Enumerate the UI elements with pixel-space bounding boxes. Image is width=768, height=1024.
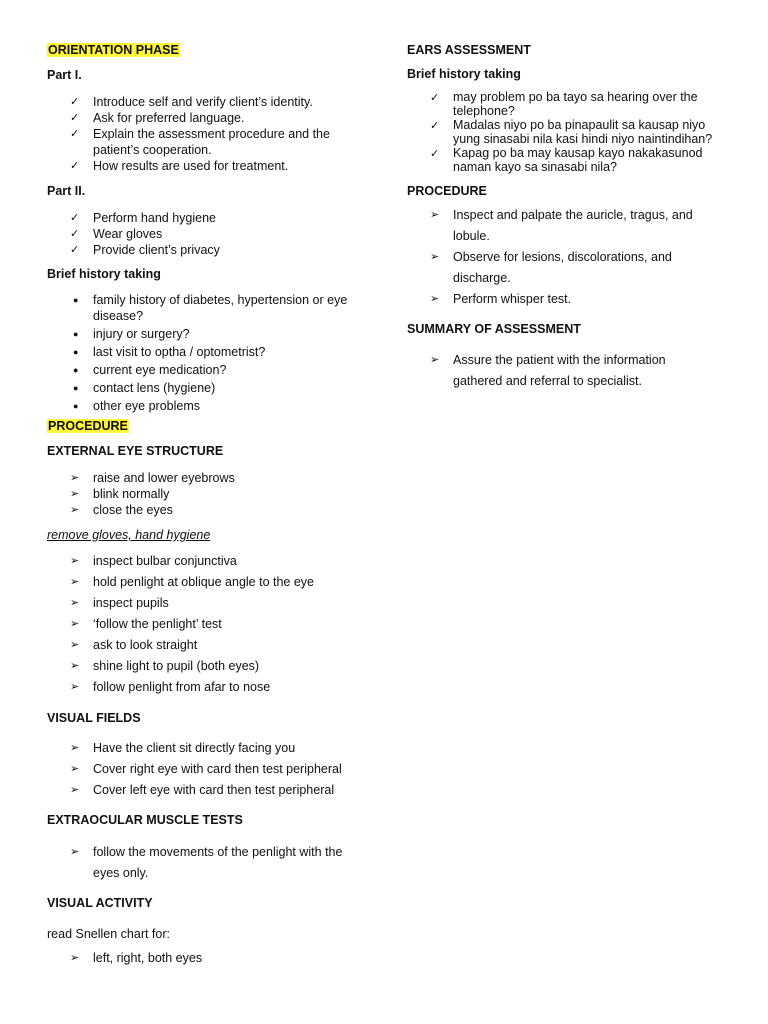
list-item-text: ‘follow the penlight’ test xyxy=(93,617,222,631)
list-item-text: Explain the assessment procedure and the xyxy=(93,127,330,141)
list-item xyxy=(407,247,693,289)
bullet-dot-icon: ● xyxy=(73,383,79,393)
list-item-text: gathered and referral to specialist. xyxy=(453,374,642,388)
list-item-text: contact lens (hygiene) xyxy=(93,381,216,395)
arrow-bullet-icon: ➢ xyxy=(70,763,80,775)
list-item xyxy=(47,380,347,396)
list-item-text: close the eyes xyxy=(93,503,173,517)
ears-history-heading: Brief history taking xyxy=(407,67,521,81)
eye-history-list xyxy=(47,292,347,416)
eye-history-heading: Brief history taking xyxy=(47,267,161,281)
list-item-text: Provide client’s privacy xyxy=(93,243,220,257)
list-item-text: Wear gloves xyxy=(93,227,163,241)
arrow-bullet-icon: ➢ xyxy=(430,251,440,263)
list-item-text: follow penlight from afar to nose xyxy=(93,680,271,694)
extraocular-heading: EXTRAOCULAR MUSCLE TESTS xyxy=(47,813,243,827)
list-item xyxy=(407,350,666,392)
list-item-text: Perform whisper test. xyxy=(453,292,572,306)
list-item xyxy=(47,948,202,969)
list-item-text: Kapag po ba may kausap kayo nakakasunod xyxy=(453,146,703,160)
list-item xyxy=(47,226,220,242)
list-item-text: Inspect and palpate the auricle, tragus, and xyxy=(453,208,693,222)
checkmark-icon: ✓ xyxy=(70,244,80,256)
list-item xyxy=(47,486,235,502)
list-item-text: last visit to optha / optometrist? xyxy=(93,345,266,359)
snellen-intro: read Snellen chart for: xyxy=(47,927,170,941)
list-item xyxy=(47,593,314,614)
bullet-dot-icon: ● xyxy=(73,295,79,305)
list-item xyxy=(47,614,314,635)
visual-activity-heading: VISUAL ACTIVITY xyxy=(47,896,153,910)
list-item-text: inspect bulbar conjunctiva xyxy=(93,554,237,568)
list-item-text: follow the movements of the penlight with the xyxy=(93,845,343,859)
arrow-bullet-icon: ➢ xyxy=(430,209,440,221)
list-item xyxy=(47,572,314,593)
list-item xyxy=(47,242,220,258)
arrow-bullet-icon: ➢ xyxy=(70,952,80,964)
arrow-bullet-icon: ➢ xyxy=(430,293,440,305)
arrow-bullet-icon: ➢ xyxy=(70,488,80,500)
list-item-text: other eye problems xyxy=(93,399,201,413)
list-item-text: Have the client sit directly facing you xyxy=(93,741,296,755)
list-item xyxy=(47,470,235,486)
list-item xyxy=(407,205,693,247)
list-item xyxy=(47,126,330,158)
list-item-text: discharge. xyxy=(453,271,511,285)
arrow-bullet-icon: ➢ xyxy=(70,597,80,609)
list-item-text: telephone? xyxy=(453,104,515,118)
list-item xyxy=(47,842,342,884)
list-item-text: Ask for preferred language. xyxy=(93,111,245,125)
checkmark-icon: ✓ xyxy=(70,128,80,140)
arrow-bullet-icon: ➢ xyxy=(430,354,440,366)
part-1-heading: Part I. xyxy=(47,68,82,82)
list-item-text: inspect pupils xyxy=(93,596,169,610)
list-item-text: Cover left eye with card then test peripheral xyxy=(93,783,335,797)
list-item xyxy=(47,738,342,759)
list-item xyxy=(47,110,330,126)
remove-gloves-note: remove gloves, hand hygiene xyxy=(47,528,211,542)
list-item xyxy=(47,635,314,656)
list-item-text: Assure the patient with the information xyxy=(453,353,666,367)
list-item-text: disease? xyxy=(93,309,144,323)
list-item xyxy=(47,551,314,572)
list-item-text: family history of diabetes, hypertension or eye xyxy=(93,293,348,307)
visual-fields-list xyxy=(47,738,342,801)
bullet-dot-icon: ● xyxy=(73,329,79,339)
arrow-bullet-icon: ➢ xyxy=(70,742,80,754)
ears-assessment-heading: EARS ASSESSMENT xyxy=(407,43,531,57)
list-item-text: How results are used for treatment. xyxy=(93,159,289,173)
arrow-bullet-icon: ➢ xyxy=(70,660,80,672)
list-item-text: eyes only. xyxy=(93,866,149,880)
list-item xyxy=(47,656,314,677)
checkmark-icon: ✓ xyxy=(70,228,80,240)
list-item-text: left, right, both eyes xyxy=(93,951,203,965)
list-item xyxy=(47,292,347,324)
ears-history-list xyxy=(407,90,712,174)
arrow-bullet-icon: ➢ xyxy=(70,784,80,796)
summary-list xyxy=(407,350,666,392)
arrow-bullet-icon: ➢ xyxy=(70,576,80,588)
list-item-text: current eye medication? xyxy=(93,363,227,377)
bullet-dot-icon: ● xyxy=(73,347,79,357)
list-item-text: ask to look straight xyxy=(93,638,198,652)
list-item-text: raise and lower eyebrows xyxy=(93,471,235,485)
list-item-text: Perform hand hygiene xyxy=(93,211,216,225)
list-item-text: shine light to pupil (both eyes) xyxy=(93,659,260,673)
external-eye-list xyxy=(47,470,235,518)
arrow-bullet-icon: ➢ xyxy=(70,472,80,484)
arrow-bullet-icon: ➢ xyxy=(70,846,80,858)
checkmark-icon: ✓ xyxy=(430,148,440,160)
visual-fields-heading: VISUAL FIELDS xyxy=(47,711,141,725)
checkmark-icon: ✓ xyxy=(430,120,440,132)
ears-procedure-list xyxy=(407,205,693,310)
list-item xyxy=(47,210,220,226)
list-item xyxy=(47,94,330,110)
list-item-text: Cover right eye with card then test peripheral xyxy=(93,762,342,776)
list-item-text: Madalas niyo po ba pinapaulit sa kausap niyo xyxy=(453,118,706,132)
list-item-text: Introduce self and verify client’s identity. xyxy=(93,95,313,109)
list-item xyxy=(47,502,235,518)
list-item-text: naman kayo sa sinasabi nila? xyxy=(453,160,617,174)
list-item-text: lobule. xyxy=(453,229,490,243)
list-item xyxy=(407,90,712,118)
list-item xyxy=(47,677,314,698)
arrow-bullet-icon: ➢ xyxy=(70,555,80,567)
inspection-list xyxy=(47,551,314,698)
list-item-text: may problem po ba tayo sa hearing over the xyxy=(453,90,698,104)
part-2-list xyxy=(47,210,220,258)
list-item xyxy=(47,158,330,174)
list-item xyxy=(47,362,347,378)
part-2-heading: Part II. xyxy=(47,184,86,198)
snellen-list xyxy=(47,948,202,969)
external-eye-heading: EXTERNAL EYE STRUCTURE xyxy=(47,444,224,458)
checkmark-icon: ✓ xyxy=(70,96,80,108)
checkmark-icon: ✓ xyxy=(430,92,440,104)
checkmark-icon: ✓ xyxy=(70,212,80,224)
list-item-text: injury or surgery? xyxy=(93,327,190,341)
list-item xyxy=(47,780,342,801)
bullet-dot-icon: ● xyxy=(73,365,79,375)
procedure-heading: PROCEDURE xyxy=(48,419,128,433)
list-item-text: patient’s cooperation. xyxy=(93,143,212,157)
extraocular-list xyxy=(47,842,342,884)
list-item-text: Observe for lesions, discolorations, and xyxy=(453,250,672,264)
list-item xyxy=(407,146,712,174)
arrow-bullet-icon: ➢ xyxy=(70,681,80,693)
list-item-text: hold penlight at oblique angle to the eye xyxy=(93,575,315,589)
part-1-list xyxy=(47,94,330,174)
summary-heading: SUMMARY OF ASSESSMENT xyxy=(407,322,581,336)
checkmark-icon: ✓ xyxy=(70,160,80,172)
checkmark-icon: ✓ xyxy=(70,112,80,124)
list-item xyxy=(407,289,693,310)
list-item-text: yung sinasabi nila kasi hindi niyo naintindihan? xyxy=(453,132,713,146)
list-item xyxy=(47,344,347,360)
list-item xyxy=(47,759,342,780)
list-item xyxy=(47,398,347,414)
arrow-bullet-icon: ➢ xyxy=(70,618,80,630)
list-item-text: blink normally xyxy=(93,487,170,501)
list-item xyxy=(47,326,347,342)
arrow-bullet-icon: ➢ xyxy=(70,639,80,651)
orientation-phase-heading: ORIENTATION PHASE xyxy=(48,43,179,57)
bullet-dot-icon: ● xyxy=(73,401,79,411)
ears-procedure-heading: PROCEDURE xyxy=(407,184,487,198)
list-item xyxy=(407,118,712,146)
arrow-bullet-icon: ➢ xyxy=(70,504,80,516)
